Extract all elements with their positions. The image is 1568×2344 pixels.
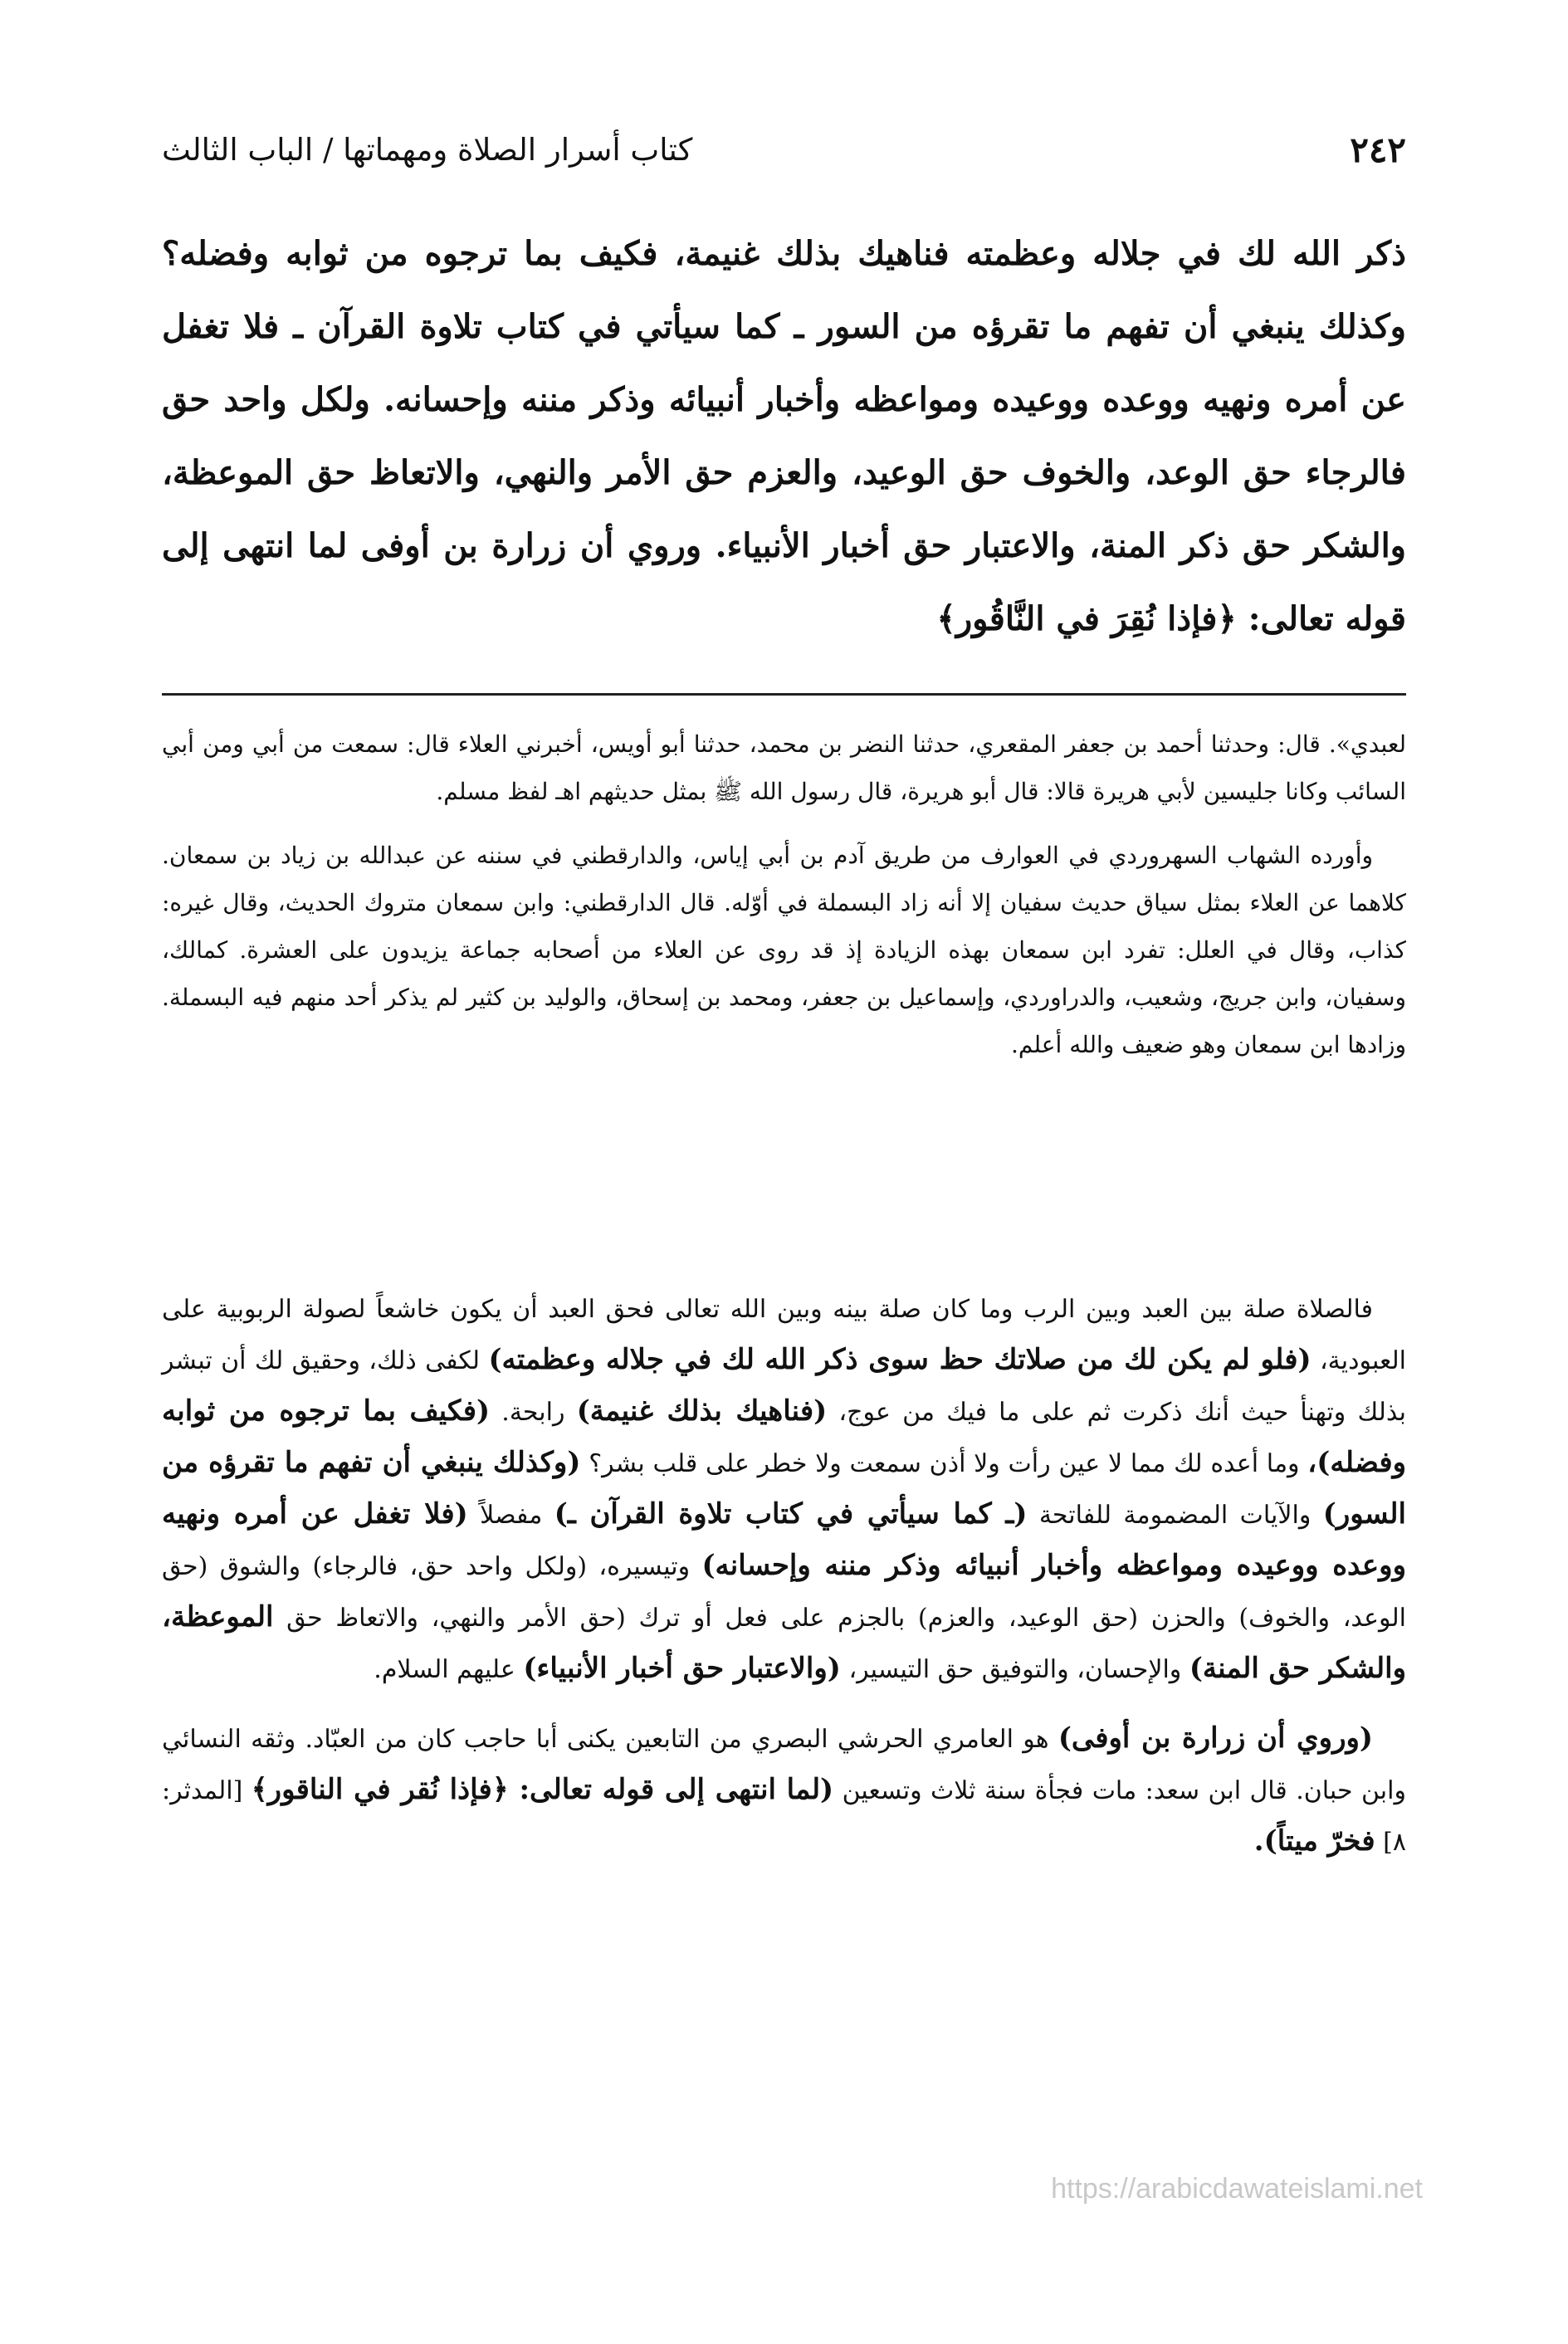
quoted-matn: (والاعتبار حق أخبار الأنبياء) bbox=[523, 1652, 841, 1685]
commentary-text: وتيسيره، (ولكل واحد حق، فالرجاء) والشوق (حق الوعد، والخوف) والحزن (حق الوعيد، والعزم) بالجزم على فعل أو ترك (حق الأمر والنهي، والاتعاظ حق bbox=[162, 1552, 1406, 1633]
page-header bbox=[162, 125, 1406, 174]
commentary-text: رابحة. bbox=[501, 1398, 565, 1427]
commentary-text: والإحسان، والتوفيق حق التيسير، bbox=[848, 1655, 1182, 1684]
commentary-text: لكفى ذلك، وحقيق لك أن تبشر بذلك وتهنأ حيث أنك ذكرت ثم على ما فيك من عوج، bbox=[162, 1346, 1406, 1427]
quoted-matn: (فلا تغفل عن أمره ونهيه ووعده ووعيده ومواعظه وأخبار أنبيائه وذكر مننه وإحسانه) bbox=[162, 1497, 1406, 1582]
page-number: ٢٤٢ bbox=[1350, 129, 1406, 170]
commentary-text: والآيات المضمومة للفاتحة bbox=[1038, 1501, 1312, 1530]
quoted-matn: فخرّ ميتاً). bbox=[1253, 1824, 1375, 1858]
running-title: كتاب أسرار الصلاة ومهماتها / الباب الثالث bbox=[162, 131, 693, 168]
commentary-block bbox=[162, 1285, 1406, 1886]
commentary-text: هو العامري الحرشي البصري من التابعين يكنى أبا حاجب كان من العبّاد. وثقه النسائي وابن حبان. قال ابن سعد: مات فجأة سنة ثلاث وتسعين bbox=[162, 1725, 1406, 1805]
footnote-paragraph: وأورده الشهاب السهروردي في العوارف من طريق آدم بن أبي إياس، والدارقطني في سننه عن عبدالله بن زياد بن سمعان. كلاهما عن العلاء بمثل سياق حديث سفيان إلا أنه زاد البسملة في أوّله. قال الدارقطني: وابن سمعان متروك الحديث، وقال غيره: كذاب، وقال في العلل: تفرد ابن سمعان بهذه الزيادة إذ قد روى عن العلاء من أصحابه جماعة يزيدون على العشرة. كمالك، وسفيان، وابن جريج، وشعيب، والدراوردي، وإسماعيل بن جعفر، ومحمد بن إسحاق، والوليد بن كثير لم يذكر أحد منهم فيه البسملة. وزادها ابن سمعان وهو ضعيف والله أعلم. bbox=[162, 842, 1406, 1058]
quoted-matn: (ـ كما سيأتي في كتاب تلاوة القرآن ـ) bbox=[554, 1497, 1028, 1531]
quoted-matn: (وروي أن زرارة بن أوفى) bbox=[1058, 1721, 1373, 1755]
main-text-block bbox=[162, 217, 1406, 656]
footnote-paragraph: لعبدي». قال: وحدثنا أحمد بن جعفر المقعري، حدثنا النضر بن محمد، حدثنا أبو أويس، أخبرني العلاء قال: سمعت من أبي ومن أبي السائب وكانا جليسين لأبي هريرة قالا: قال أبو هريرة، قال رسول الله ﷺ بمثل حديثهم اهـ لفظ مسلم. bbox=[162, 730, 1406, 805]
commentary-text: مفصلاً bbox=[480, 1501, 543, 1530]
commentary-text: فالصلاة صلة بين العبد وبين الرب وما كان صلة بينه وبين الله تعالى فحق العبد أن يكون خاشعاً لصولة الربوبية على العبودية، bbox=[162, 1295, 1406, 1375]
watermark-url: https://arabicdawateislami.net bbox=[1051, 2173, 1423, 2205]
quran-reference: [المدثر: ٨] bbox=[162, 1776, 1406, 1857]
commentary-paragraph bbox=[162, 1713, 1406, 1868]
main-paragraph: ذكر الله لك في جلاله وعظمته فناهيك بذلك غنيمة، فكيف بما ترجوه من ثوابه وفضله؟ وكذلك ينبغي أن تفهم ما تقرؤه من السور ـ كما سيأتي في كتاب تلاوة القرآن ـ فلا تغفل عن أمره ونهيه ووعده ووعيده ومواعظه وأخبار أنبيائه وذكر مننه وإحسانه. ولكل واحد حق فالرجاء حق الوعد، والخوف حق الوعيد، والعزم حق الأمر والنهي، والاتعاظ حق الموعظة، والشكر حق ذكر المنة، والاعتبار حق أخبار الأنبياء. وروي أن زرارة بن أوفى لما انتهى إلى قوله تعالى: ﴿فإذا نُقِرَ في النَّاقُور﴾ bbox=[162, 234, 1406, 638]
commentary-paragraph bbox=[162, 1285, 1406, 1695]
quoted-matn: (فلو لم يكن لك من صلاتك حظ سوى ذكر الله لك في جلاله وعظمته) bbox=[488, 1343, 1312, 1376]
footnotes-block bbox=[162, 720, 1406, 1085]
commentary-text: وما أعده لك مما لا عين رأت ولا أذن سمعت ولا خطر على قلب بشر؟ bbox=[589, 1449, 1300, 1478]
commentary-text: عليهم السلام. bbox=[374, 1655, 515, 1684]
quoted-matn: (لما انتهى إلى قوله تعالى: ﴿فإذا نُقر في الناقور﴾ bbox=[251, 1773, 834, 1806]
quoted-matn: (فناهيك بذلك غنيمة) bbox=[576, 1394, 828, 1428]
quoted-matn: (فكيف بما ترجوه من ثوابه وفضله)، bbox=[162, 1394, 1406, 1479]
quoted-matn: (وكذلك ينبغي أن تفهم ما تقرؤه من السور) bbox=[162, 1446, 1406, 1531]
footnote-separator bbox=[162, 693, 1406, 696]
quoted-matn: الموعظة، والشكر حق المنة) bbox=[162, 1600, 1406, 1685]
